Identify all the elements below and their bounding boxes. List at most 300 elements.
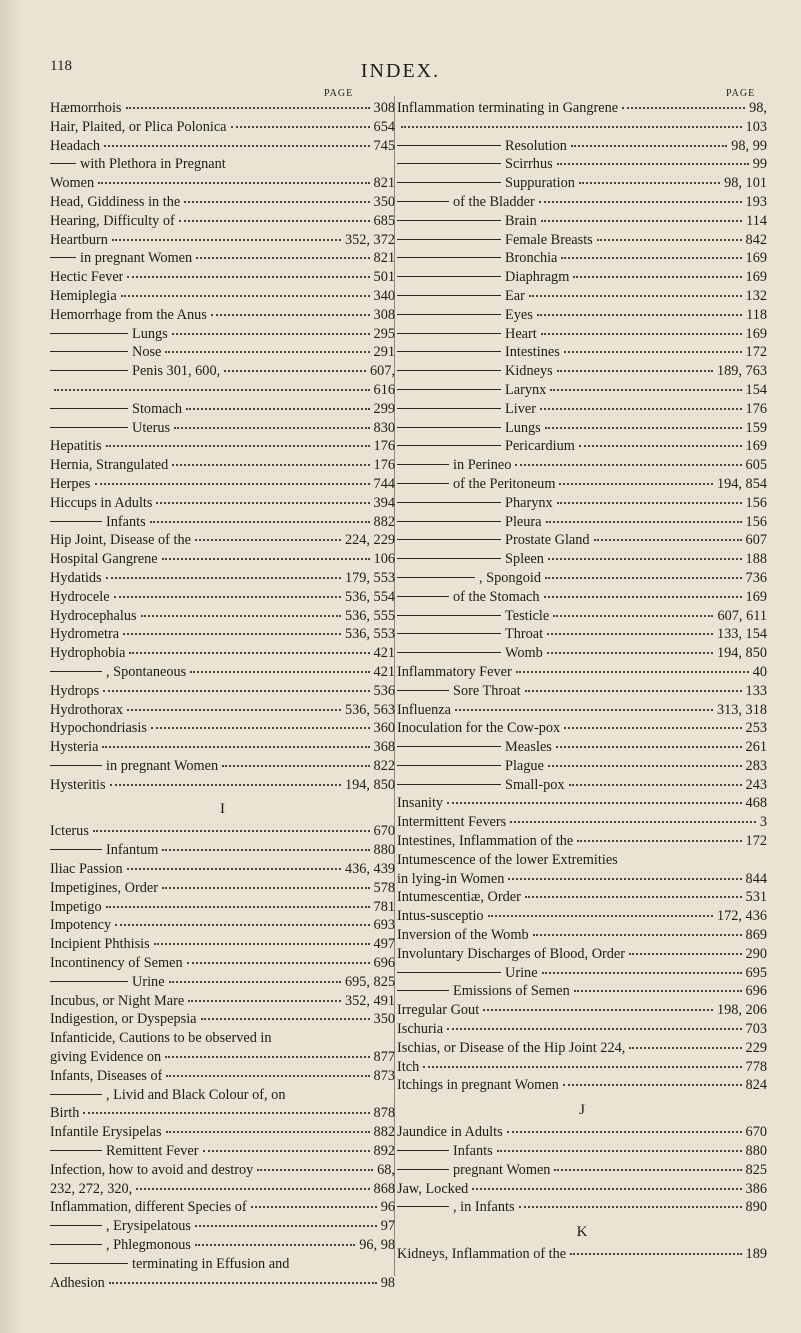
index-entry [50, 438, 395, 457]
entry-label: Liver [505, 400, 536, 417]
index-entry [397, 871, 767, 890]
index-entry [50, 1237, 395, 1256]
entry-label: Heart [505, 325, 537, 342]
entry-label: Incubus, or Night Mare [50, 992, 185, 1009]
index-column-left [50, 100, 395, 1293]
index-entry [397, 983, 767, 1002]
index-entry [50, 570, 395, 589]
entry-label: in pregnant Women [106, 757, 219, 774]
repeat-dash [397, 1169, 449, 1170]
index-entry [397, 532, 767, 551]
entry-pages: 605 [745, 457, 767, 474]
dot-leader [231, 126, 370, 128]
dot-leader [110, 784, 341, 786]
entry-pages: 253 [745, 720, 767, 737]
entry-pages: 368 [373, 739, 395, 756]
repeat-dash [397, 276, 501, 277]
dot-leader [126, 107, 370, 109]
index-entry [50, 936, 395, 955]
dot-leader [569, 784, 742, 786]
index-entry [397, 250, 767, 269]
index-entry [397, 777, 767, 796]
dot-leader [556, 746, 742, 748]
entry-pages: 578 [373, 879, 395, 896]
entry-pages: 291 [373, 344, 395, 361]
entry-pages: 844 [745, 870, 767, 887]
dot-leader [541, 333, 742, 335]
repeat-dash [397, 615, 501, 616]
page-binding-edge [0, 0, 22, 1333]
dot-leader [196, 257, 369, 259]
index-entry [397, 269, 767, 288]
entry-label: Inflammation, different Species of [50, 1199, 247, 1216]
dot-leader [151, 727, 370, 729]
entry-label: Incipient Phthisis [50, 936, 150, 953]
entry-label: Hæmorrhois [50, 100, 122, 116]
index-entry [50, 880, 395, 899]
entry-label: Impotency [50, 917, 112, 934]
index-entry [50, 589, 395, 608]
index-entry [50, 1143, 395, 1162]
dot-leader [561, 257, 741, 259]
entry-label: Hypochondriasis [50, 720, 147, 737]
dot-leader [629, 1047, 741, 1049]
entry-label: giving Evidence on [50, 1049, 162, 1066]
dot-leader [162, 849, 369, 851]
index-entry [397, 363, 767, 382]
entry-pages: 98, 101 [724, 175, 767, 192]
index-entry [50, 1256, 395, 1275]
entry-pages: 283 [745, 757, 767, 774]
entry-pages: 778 [745, 1058, 767, 1075]
dot-leader [519, 1206, 742, 1208]
entry-label: Inflammatory Fever [397, 663, 512, 680]
index-entry [50, 551, 395, 570]
index-entry [50, 326, 395, 345]
entry-label: Inflammation terminating in Gangrene [397, 100, 619, 116]
dot-leader [553, 615, 713, 617]
dot-leader [106, 445, 370, 447]
dot-leader [455, 709, 713, 711]
entry-pages: 890 [745, 1199, 767, 1216]
entry-pages: 308 [373, 306, 395, 323]
dot-leader [545, 427, 742, 429]
index-entry [50, 1181, 395, 1200]
index-entry [397, 156, 767, 175]
dot-leader [187, 962, 370, 964]
index-entry [50, 1030, 395, 1049]
entry-pages: 842 [745, 231, 767, 248]
section-letter: K [576, 1224, 588, 1241]
repeat-dash [397, 295, 501, 296]
dot-leader [188, 1000, 341, 1002]
entry-label: Heartburn [50, 231, 108, 248]
index-entry [50, 626, 395, 645]
entry-label: Infants, Diseases of [50, 1067, 163, 1084]
entry-label: 232, 272, 320, [50, 1180, 133, 1197]
index-entry [50, 1275, 395, 1294]
repeat-dash [397, 558, 501, 559]
entry-label: Remittent Fever [106, 1143, 199, 1160]
entry-pages: 40 [752, 663, 767, 680]
entry-pages: 695 [745, 964, 767, 981]
entry-pages: 421 [373, 663, 395, 680]
repeat-dash [50, 671, 102, 672]
entry-pages: 154 [745, 381, 767, 398]
entry-label: Uterus [132, 419, 171, 436]
index-entry [397, 1059, 767, 1078]
entry-label: Infants [106, 513, 146, 530]
entry-pages: 194, 850 [716, 645, 767, 662]
repeat-dash [397, 972, 501, 973]
index-entry [50, 175, 395, 194]
dot-leader [497, 1150, 742, 1152]
index-entry [50, 645, 395, 664]
entry-pages: 696 [373, 955, 395, 972]
dot-leader [557, 370, 713, 372]
index-entry [397, 514, 767, 533]
index-entry [397, 307, 767, 326]
repeat-dash [397, 333, 501, 334]
entry-label: Bronchia [505, 250, 558, 267]
entry-label: Ear [505, 287, 525, 304]
index-entry [50, 683, 395, 702]
dot-leader [447, 1028, 742, 1030]
entry-pages: 685 [373, 212, 395, 229]
repeat-dash [397, 145, 501, 146]
dot-leader [577, 840, 741, 842]
entry-label: Itch [397, 1058, 420, 1075]
index-entry [50, 1087, 395, 1106]
index-entry [50, 1105, 395, 1124]
entry-label: Iliac Passion [50, 861, 123, 878]
dot-leader [483, 1009, 713, 1011]
entry-pages: 670 [373, 823, 395, 840]
dot-leader [162, 558, 370, 560]
entry-label: Icterus [50, 823, 89, 840]
repeat-dash [397, 539, 501, 540]
entry-label: Intestines [505, 344, 560, 361]
dot-leader [156, 502, 369, 504]
entry-label: , Phlegmonous [106, 1237, 191, 1254]
entry-label: Hydrocele [50, 588, 110, 605]
dot-leader [508, 878, 741, 880]
repeat-dash [397, 746, 501, 747]
entry-label: Impetigo [50, 898, 102, 915]
repeat-dash [50, 1094, 102, 1095]
entry-label: Ischuria [397, 1021, 444, 1038]
entry-label: Inversion of the Womb [397, 927, 529, 944]
dot-leader [554, 1169, 741, 1171]
entry-label: Influenza [397, 701, 451, 718]
entry-label: Birth [50, 1105, 80, 1122]
repeat-dash [397, 577, 475, 578]
entry-label: Diaphragm [505, 269, 570, 286]
entry-label: Nose [132, 344, 162, 361]
index-entry [397, 965, 767, 984]
index-entry [397, 551, 767, 570]
dot-leader [537, 314, 742, 316]
index-entry [50, 532, 395, 551]
index-entry [50, 974, 395, 993]
dot-leader [184, 201, 369, 203]
entry-pages: 193 [745, 193, 767, 210]
dot-leader [141, 615, 341, 617]
entry-label: Hydrophobia [50, 645, 126, 662]
repeat-dash [50, 1225, 102, 1226]
dot-leader [112, 239, 341, 241]
entry-pages: 654 [373, 118, 395, 135]
dot-leader [121, 295, 370, 297]
page-title: INDEX. [360, 60, 441, 82]
dot-leader [136, 1188, 369, 1190]
dot-leader [546, 521, 742, 523]
index-entry [50, 344, 395, 363]
dot-leader [165, 351, 369, 353]
index-entry [397, 1246, 767, 1265]
index-entry [50, 307, 395, 326]
index-entry [50, 156, 395, 175]
entry-pages: 194, 850 [344, 776, 395, 793]
entry-pages: 98, 99 [731, 137, 767, 154]
entry-pages: 114 [746, 212, 767, 229]
entry-label: Infantum [106, 842, 159, 859]
index-entry [397, 683, 767, 702]
repeat-dash [50, 1263, 128, 1264]
dot-leader [447, 802, 741, 804]
entry-pages: 497 [373, 936, 395, 953]
entry-pages: 350 [373, 1011, 395, 1028]
entry-pages: 229 [745, 1039, 767, 1056]
index-entry [397, 758, 767, 777]
entry-label: Female Breasts [505, 231, 593, 248]
index-entry [50, 119, 395, 138]
index-entry [50, 823, 395, 842]
dot-leader [106, 577, 341, 579]
repeat-dash [397, 483, 449, 484]
entry-label: Hospital Gangrene [50, 551, 158, 568]
entry-pages: 340 [373, 287, 395, 304]
entry-pages: 3 [759, 814, 767, 831]
entry-pages: 106 [373, 551, 395, 568]
entry-label: Impetigines, Order [50, 879, 158, 896]
index-entry [50, 363, 395, 382]
index-entry [50, 917, 395, 936]
dot-leader [54, 389, 370, 391]
entry-pages: 822 [373, 757, 395, 774]
index-entry [50, 476, 395, 495]
entry-pages: 873 [373, 1067, 395, 1084]
dot-leader [571, 145, 727, 147]
index-entry [50, 420, 395, 439]
repeat-dash [50, 333, 128, 334]
index-entry [397, 927, 767, 946]
entry-pages: 176 [373, 438, 395, 455]
dot-leader [629, 953, 742, 955]
dot-leader [83, 1112, 369, 1114]
entry-label: Kidneys [505, 363, 553, 380]
dot-leader [95, 483, 370, 485]
index-entry [50, 213, 395, 232]
entry-pages: 421 [373, 645, 395, 662]
repeat-dash [50, 351, 128, 352]
entry-pages: 169 [745, 588, 767, 605]
entry-label: Testicle [505, 607, 550, 624]
entry-label: in lying-in Women [397, 870, 505, 887]
repeat-dash [397, 502, 501, 503]
entry-pages: 869 [745, 927, 767, 944]
index-entry [397, 702, 767, 721]
dot-leader [564, 351, 742, 353]
entry-pages: 98, [749, 100, 767, 116]
dot-leader [93, 830, 370, 832]
entry-pages: 352, 491 [344, 992, 395, 1009]
dot-leader [123, 633, 341, 635]
entry-label: Hearing, Difficulty of [50, 212, 175, 229]
index-entry [397, 570, 767, 589]
index-entry [397, 608, 767, 627]
index-entry [397, 326, 767, 345]
entry-label: Resolution [505, 137, 567, 154]
entry-pages: 295 [373, 325, 395, 342]
index-entry [50, 842, 395, 861]
dot-leader [98, 182, 369, 184]
entry-label: , Livid and Black Colour of, on [106, 1086, 286, 1103]
dot-leader [579, 445, 742, 447]
index-entry [50, 608, 395, 627]
entry-pages: 360 [373, 720, 395, 737]
entry-label: in Perineo [453, 457, 512, 474]
entry-label: Ischias, or Disease of the Hip Joint 224, [397, 1039, 626, 1056]
dot-leader [557, 163, 749, 165]
dot-leader [162, 887, 370, 889]
entry-label: Pharynx [505, 494, 553, 511]
entry-label: of the Bladder [453, 193, 535, 210]
index-entry [397, 889, 767, 908]
index-entry [397, 1002, 767, 1021]
dot-leader [579, 182, 720, 184]
entry-pages: 703 [745, 1021, 767, 1038]
dot-leader [106, 906, 370, 908]
dot-leader [169, 981, 341, 983]
dot-leader [172, 333, 370, 335]
repeat-dash [397, 257, 501, 258]
repeat-dash [50, 370, 128, 371]
index-entry [397, 382, 767, 401]
entry-pages: 830 [373, 419, 395, 436]
index-entry [50, 250, 395, 269]
entry-pages: 394 [373, 494, 395, 511]
index-entry [397, 175, 767, 194]
dot-leader [525, 896, 742, 898]
index-entry [50, 1162, 395, 1181]
entry-label: Hepatitis [50, 438, 102, 455]
dot-leader [166, 1131, 370, 1133]
index-entry [50, 138, 395, 157]
entry-pages: 781 [373, 898, 395, 915]
index-entry [50, 100, 395, 119]
entry-label: Penis 301, 600, [132, 363, 221, 380]
entry-label: terminating in Effusion and [132, 1255, 290, 1272]
dot-leader [127, 868, 341, 870]
entry-pages: 531 [745, 889, 767, 906]
dot-leader [541, 220, 742, 222]
index-entry [397, 495, 767, 514]
entry-pages: 98 [380, 1274, 395, 1291]
index-column-right [397, 100, 767, 1265]
dot-leader [507, 1131, 742, 1133]
dot-leader [195, 1244, 355, 1246]
dot-leader [573, 276, 741, 278]
entry-label: Hydatids [50, 569, 102, 586]
entry-pages: 198, 206 [716, 1002, 767, 1019]
entry-label: Hysteria [50, 739, 99, 756]
entry-pages: 224, 229 [344, 532, 395, 549]
dot-leader [174, 427, 369, 429]
entry-label: Pericardium [505, 438, 575, 455]
index-entry [397, 401, 767, 420]
entry-pages: 133, 154 [716, 626, 767, 643]
repeat-dash [397, 1150, 449, 1151]
entry-label: Larynx [505, 381, 547, 398]
index-entry [397, 908, 767, 927]
index-entry [397, 946, 767, 965]
dot-leader [190, 671, 369, 673]
index-entry [50, 1199, 395, 1218]
index-entry [50, 739, 395, 758]
entry-label: Brain [505, 212, 537, 229]
index-entry [50, 232, 395, 251]
index-entry [50, 382, 395, 401]
entry-pages: 607, 611 [717, 607, 767, 624]
entry-label: Pleura [505, 513, 542, 530]
index-entry [50, 1011, 395, 1030]
entry-label: Hemiplegia [50, 287, 117, 304]
entry-pages: 189 [745, 1246, 767, 1263]
index-entry [50, 777, 395, 796]
index-entry [50, 702, 395, 721]
dot-leader [622, 107, 745, 109]
dot-leader [401, 126, 742, 128]
page-number: 118 [50, 58, 72, 74]
dot-leader [545, 577, 742, 579]
index-entry [50, 1049, 395, 1068]
entry-label: Hydrocephalus [50, 607, 137, 624]
entry-label: Lungs [132, 325, 168, 342]
entry-label: Womb [505, 645, 543, 662]
repeat-dash [397, 408, 501, 409]
index-entry [397, 119, 767, 138]
entry-pages: 536 [373, 682, 395, 699]
entry-label: Infants [453, 1143, 493, 1160]
index-entry [397, 476, 767, 495]
dot-leader [127, 276, 369, 278]
index-entry [397, 1124, 767, 1143]
index-entry [397, 833, 767, 852]
entry-label: Suppuration [505, 175, 575, 192]
repeat-dash [50, 257, 76, 258]
dot-leader [563, 1084, 742, 1086]
entry-label: , Erysipelatous [106, 1218, 191, 1235]
entry-pages: 350 [373, 193, 395, 210]
dot-leader [547, 652, 713, 654]
dot-leader [154, 943, 370, 945]
entry-pages: 188 [745, 551, 767, 568]
repeat-dash [397, 370, 501, 371]
entry-label: Hernia, Strangulated [50, 457, 169, 474]
entry-pages: 821 [373, 175, 395, 192]
dot-leader [574, 990, 742, 992]
